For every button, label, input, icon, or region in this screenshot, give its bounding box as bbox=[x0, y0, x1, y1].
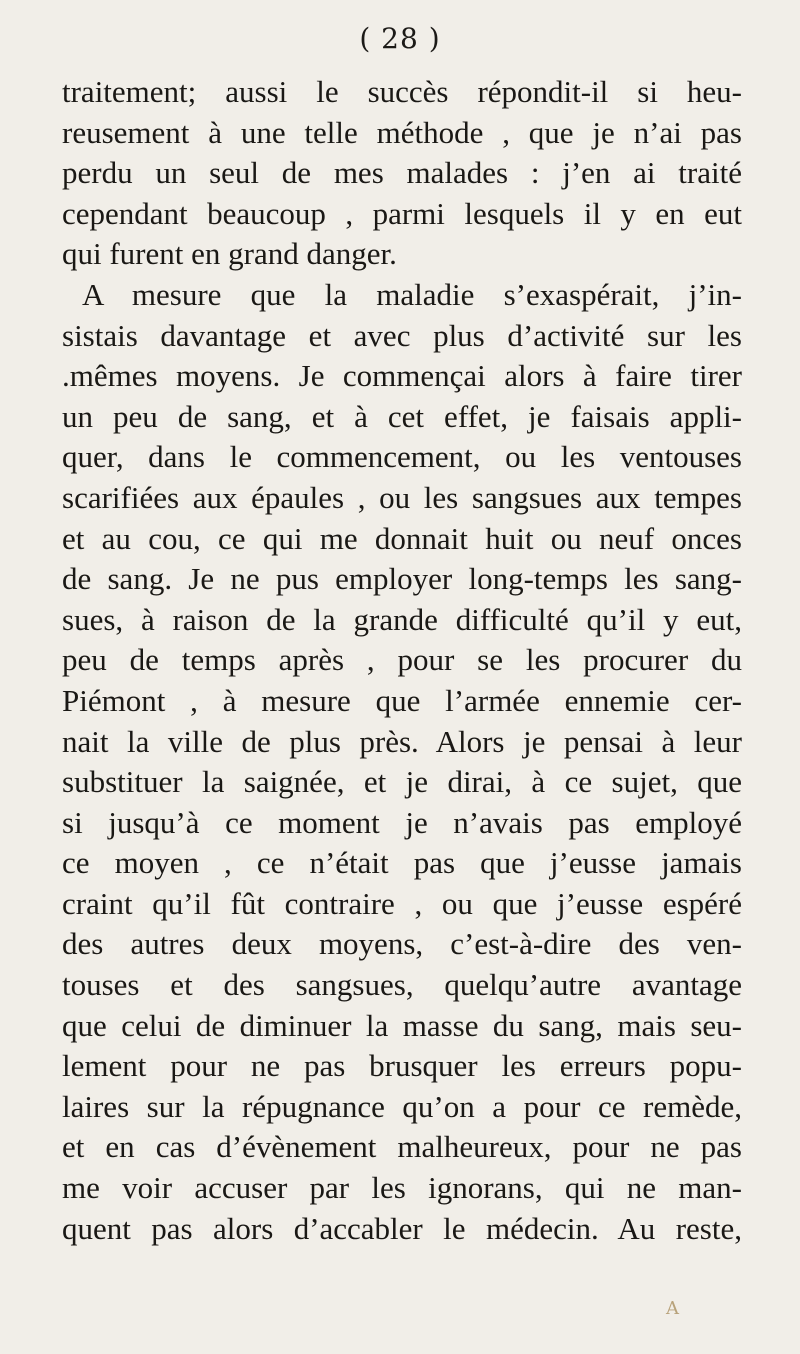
text-line: substituer la saignée, et je dirai, à ce sujet, que bbox=[62, 764, 742, 800]
text-line: et au cou, ce qui me donnait huit ou neuf onces bbox=[62, 520, 742, 556]
text-line: que celui de diminuer la masse du sang, mais seu- bbox=[62, 1007, 742, 1043]
text-line: perdu un seul de mes malades : j’en ai traité bbox=[62, 155, 742, 191]
text-line: lement pour ne pas brusquer les erreurs popu- bbox=[62, 1048, 742, 1084]
text-line: reusement à une telle méthode , que je n’ai pas bbox=[62, 114, 742, 150]
text-line: laires sur la répugnance qu’on a pour ce remède, bbox=[62, 1088, 742, 1124]
text-line: cependant beaucoup , parmi lesquels il y en eut bbox=[62, 195, 742, 231]
text-line: touses et des sangsues, quelqu’autre avantage bbox=[62, 967, 742, 1003]
text-line: et en cas d’évènement malheureux, pour ne pas bbox=[62, 1129, 742, 1165]
text-line: un peu de sang, et à cet effet, je faisais appli- bbox=[62, 398, 742, 434]
text-line: craint qu’il fût contraire , ou que j’eusse espéré bbox=[62, 885, 742, 921]
text-line: sistais davantage et avec plus d’activité sur les bbox=[62, 317, 742, 353]
text-line: Piémont , à mesure que l’armée ennemie cer- bbox=[62, 682, 742, 718]
text-line: quer, dans le commencement, ou les ventouses bbox=[62, 439, 742, 475]
text-line: qui furent en grand danger. bbox=[62, 236, 397, 272]
text-line: quent pas alors d’accabler le médecin. Au reste, bbox=[62, 1210, 742, 1246]
text-line: peu de temps après , pour se les procurer du bbox=[62, 642, 742, 678]
text-line: .mêmes moyens. Je commençai alors à faire tirer bbox=[62, 358, 742, 394]
text-line: si jusqu’à ce moment je n’avais pas employé bbox=[62, 804, 742, 840]
body-text bbox=[62, 72, 742, 1249]
text-line: ce moyen , ce n’était pas que j’eusse jamais bbox=[62, 845, 742, 881]
text-line: nait la ville de plus près. Alors je pensai à leur bbox=[62, 723, 742, 759]
text-line: scarifiées aux épaules , ou les sangsues aux tempes bbox=[62, 479, 742, 515]
text-line: de sang. Je ne pus employer long-temps les sang- bbox=[62, 561, 742, 597]
text-line: A mesure que la maladie s’exaspérait, j’in- bbox=[82, 276, 742, 312]
page-number: ( 28 ) bbox=[359, 22, 441, 55]
signature-mark: A bbox=[666, 1298, 679, 1319]
text-line: sues, à raison de la grande difficulté qu’il y eut, bbox=[62, 601, 742, 637]
text-line: me voir accuser par les ignorans, qui ne man- bbox=[62, 1170, 742, 1206]
text-line: traitement; aussi le succès répondit-il si heu- bbox=[62, 74, 742, 109]
text-line: des autres deux moyens, c’est-à-dire des ven- bbox=[62, 926, 742, 962]
